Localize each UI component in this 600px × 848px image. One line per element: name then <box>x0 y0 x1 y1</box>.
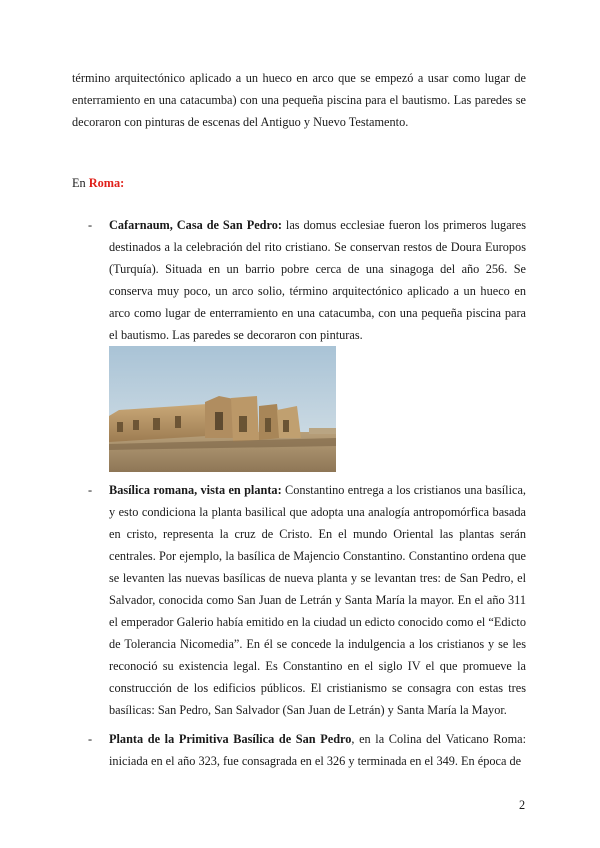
list-item-text <box>109 728 526 772</box>
page-number: 2 <box>519 798 526 812</box>
list-item-title: Cafarnaum, Casa de San Pedro: <box>109 218 282 232</box>
ruins-photo <box>109 346 336 472</box>
section-heading <box>72 172 124 194</box>
list-item-body: , en la Colina del Vaticano Roma: iniciada en el año 323, fue consagrada en el 326 y terminada en el 349. En época de <box>109 732 527 768</box>
list-item-basilica-romana <box>88 479 526 721</box>
list-bullet: - <box>88 218 93 232</box>
list-item-cafarnaum <box>88 214 526 346</box>
list-bullet: - <box>88 732 93 746</box>
list-item-text <box>109 214 526 346</box>
intro-paragraph: término arquitectónico aplicado a un hueco en arco que se empezó a usar como lugar de enterramiento en una catacumba) con una pequeña piscina para el bautismo. Las paredes se decoraron con pinturas de escenas del Antiguo y Nuevo Testamento. <box>72 71 526 129</box>
list-item-body: Constantino entrega a los cristianos una basílica, y esto condiciona la planta basilical que adopta una analogía antropomórfica basada en cristo, representa la cruz de Cristo. En el mundo Oriental las plantas serán centrales. Por ejemplo, la basílica de Majencio Constantino. Constantino ordena que se levanten las nuevas basílicas de nueva planta y se levantan tres: de San Pedro, el Salvador, conocida como San Juan de Letrán y Santa María la mayor. En el año 311 el emperador Galerio había emitido en la ciudad un edicto conocido como el “Edicto de Tolerancia Nicomedia”. En él se concede la indulgencia a los cristianos y se les reconoció su existencia legal. Es Constantino en el siglo IV el que promueve la construcción de los edificios públicos. El cristianismo se consagra con estas tres basílicas: San Pedro, San Salvador (San Juan de Letrán) y Santa María la Mayor. <box>109 483 526 717</box>
list-item-text <box>109 479 526 721</box>
list-item-body: las domus ecclesiae fueron los primeros lugares destinados a la celebración del rito cristiano. Se conservan restos de Doura Europos (Turquía). Situada en un barrio pobre cerca de una sinagoga del año 256. Se conserva muy poco, un arco solio, término arquitectónico aplicado a un hueco en arco como lugar de enterramiento en una catacumba, con una pequeña piscina para el bautismo. Las paredes se decoraron con pinturas. <box>109 218 526 342</box>
section-heading-place: Roma: <box>88 176 125 190</box>
list-item-title: Basílica romana, vista en planta: <box>109 483 282 497</box>
section-heading-prefix: En <box>72 176 86 190</box>
list-item-san-pedro <box>88 728 526 772</box>
list-bullet: - <box>88 483 93 497</box>
list-item-title: Planta de la Primitiva Basílica de San Pedro <box>109 732 352 746</box>
